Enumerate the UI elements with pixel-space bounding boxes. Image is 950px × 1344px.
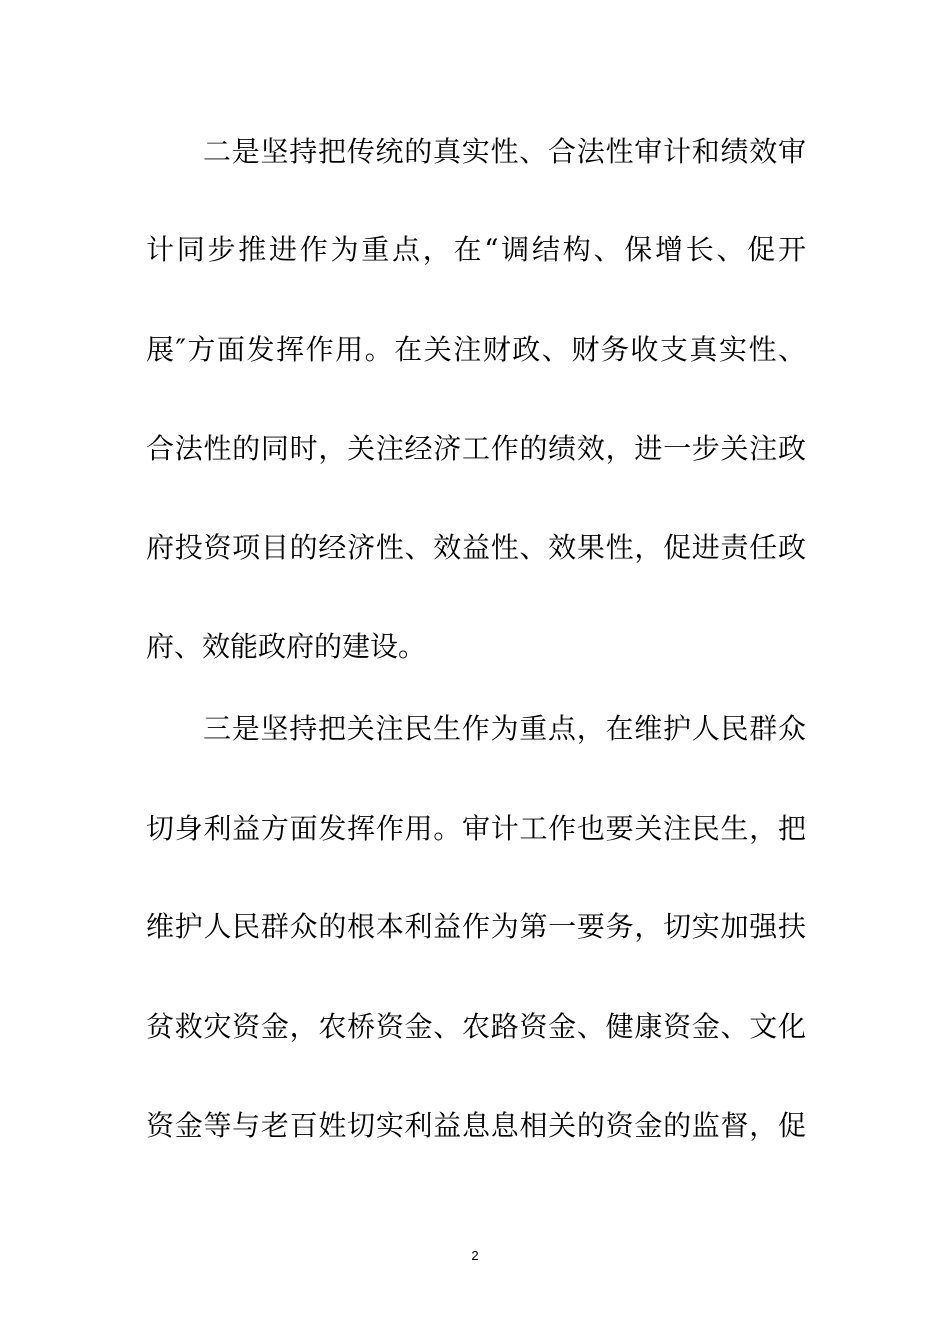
paragraph-2-line-2: 切身利益方面发挥作用。审计工作也要关注民生，把 (146, 812, 806, 845)
paragraph-1-line-3: 展″方面发挥作用。在关注财政、财务收支真实性、 (146, 333, 806, 366)
page-number: 2 (471, 1248, 479, 1263)
paragraph-1-line-6: 府、效能政府的建设。 (146, 630, 427, 663)
paragraph-1-line-5: 府投资项目的经济性、效益性、效果性，促进责任政 (146, 531, 806, 564)
paragraph-1-line-4: 合法性的同时，关注经济工作的绩效，进一步关注政 (146, 432, 806, 465)
paragraph-2-line-3: 维护人民群众的根本利益作为第一要务，切实加强扶 (146, 910, 806, 943)
paragraph-1-line-2: 计同步推进作为重点，在“调结构、保增长、促开 (146, 233, 806, 266)
paragraph-1-line-1: 二是坚持把传统的真实性、合法性审计和绩效审 (203, 135, 806, 168)
paragraph-2-line-1: 三是坚持把关注民生作为重点，在维护人民群众 (203, 712, 806, 745)
paragraph-2-line-5: 资金等与老百姓切实利益息息相关的资金的监督，促 (146, 1109, 806, 1142)
paragraph-2-line-4: 贫救灾资金，农桥资金、农路资金、健康资金、文化 (146, 1010, 806, 1043)
